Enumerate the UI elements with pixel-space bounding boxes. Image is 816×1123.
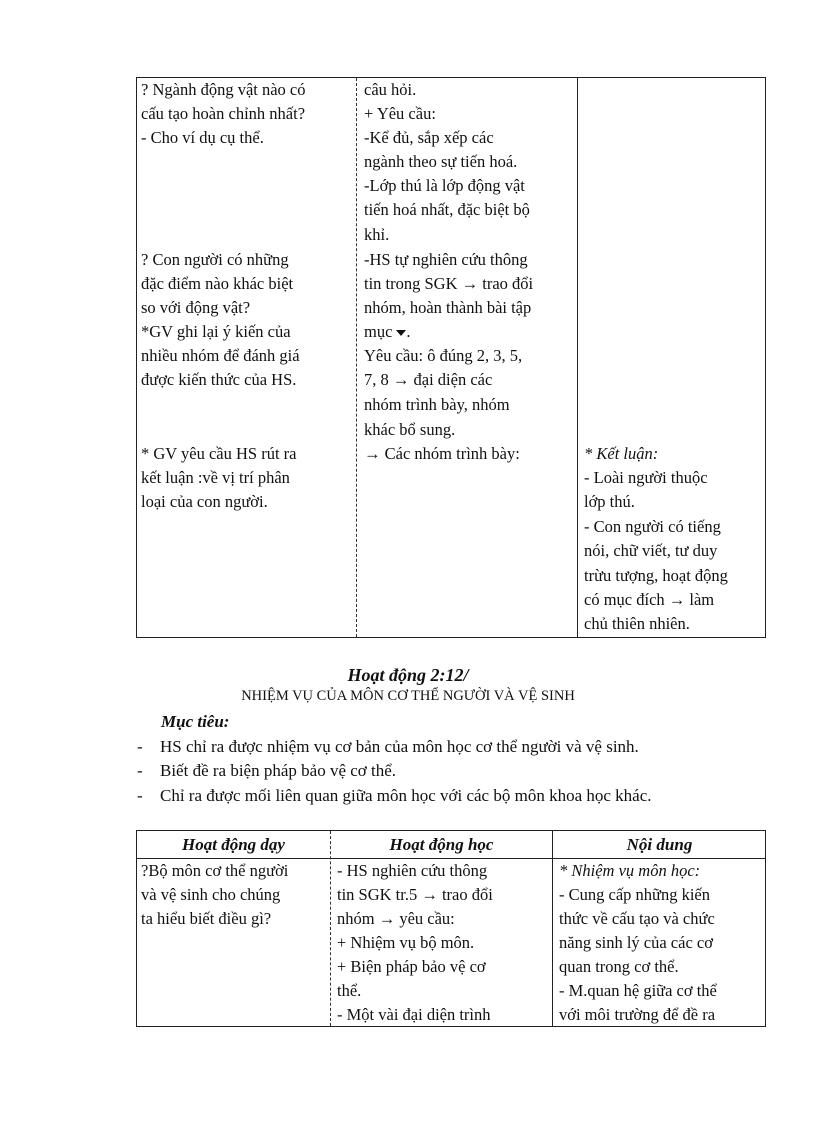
student-activity-column: [360, 78, 577, 637]
table-cell-text: - M.quan hệ giữa cơ thể: [559, 981, 717, 1000]
column-divider: [356, 78, 357, 637]
table-cell-text: - HS nghiên cứu thông: [337, 861, 488, 880]
table-cell-text: mục: [364, 322, 393, 341]
table-cell-text: thức về cấu tạo và chức: [559, 909, 715, 928]
table-cell-text: nói, chữ viết, tư duy: [584, 541, 718, 560]
table-cell-text: + Yêu cầu:: [364, 104, 436, 123]
header-student-activity: Hoạt động học: [389, 835, 494, 854]
table-cell-text: năng sinh lý của các cơ: [559, 933, 713, 952]
content-column: [578, 78, 766, 637]
table-cell-text: khỉ.: [364, 225, 390, 244]
table-cell-text: nhóm, hoàn thành bài tập: [364, 298, 532, 317]
table-cell-text: - Con người có tiếng: [584, 517, 721, 536]
table-cell-text: quan trong cơ thể.: [559, 957, 679, 976]
table-cell-text: ?Bộ môn cơ thể người: [141, 861, 289, 880]
table-activities-1: [136, 77, 766, 638]
objective-item: Biết đề ra biện pháp bảo vệ cơ thể.: [160, 761, 397, 780]
student-activity-column: [333, 859, 552, 1026]
table-cell-text: loại của con người.: [141, 492, 268, 511]
table-cell-text: thể.: [337, 981, 362, 1000]
table-cell-text: mục .: [364, 322, 411, 341]
table-cell-text: + Nhiệm vụ bộ môn.: [337, 933, 475, 952]
table-cell-text: *GV ghi lại ý kiến của: [141, 322, 291, 341]
table-cell-text: ? Ngành động vật nào có: [141, 80, 306, 99]
table-cell-text: ngành theo sự tiến hoá.: [364, 152, 518, 171]
table-cell-text: - Cho ví dụ cụ thể.: [141, 128, 264, 147]
table-cell-text: chủ thiên nhiên.: [584, 614, 690, 633]
table-cell-text: trừu tượng, hoạt động: [584, 566, 728, 585]
table-cell-text: cấu tạo hoàn chỉnh nhất?: [141, 104, 306, 123]
triangle-down-icon: [396, 330, 406, 336]
conclusion-label: * Kết luận:: [584, 444, 659, 463]
column-divider: [330, 831, 331, 1026]
table-cell-text: câu hỏi.: [364, 80, 417, 99]
table-cell-text: và vệ sinh cho chúng: [141, 885, 281, 904]
table-cell-text: - Loài người thuộc: [584, 468, 708, 487]
bullet-marker: -: [137, 737, 143, 756]
table-activities-2: [136, 830, 766, 1027]
objective-item: Chỉ ra được mối liên quan giữa môn học với các bộ môn khoa học khác.: [160, 786, 652, 805]
table-cell-text: - Một vài đại diện trình: [337, 1005, 491, 1024]
table-cell-text: khác bổ sung.: [364, 420, 456, 439]
table-cell-text: được kiến thức của HS.: [141, 370, 297, 389]
table-cell-text: Yêu cầu: ô đúng 2, 3, 5,: [364, 346, 523, 365]
table-cell-text: kết luận :về vị trí phân: [141, 468, 290, 487]
teacher-activity-column: [137, 859, 330, 1026]
table-cell-text: * GV yêu cầu HS rút ra: [141, 444, 297, 463]
table-cell-text: + Biện pháp bảo vệ cơ: [337, 957, 486, 976]
objective-item: HS chỉ ra được nhiệm vụ cơ bản của môn học cơ thể người và vệ sinh.: [160, 737, 639, 756]
table-cell-text: nhiều nhóm để đánh giá: [141, 346, 300, 365]
content-column: [554, 859, 766, 1026]
table-cell-text: -HS tự nghiên cứu thông: [364, 250, 528, 269]
table-cell-text: lớp thú.: [584, 492, 635, 511]
table-cell-text: 7, 8 → đại diện các: [364, 370, 493, 389]
table-cell-text: -Kể đủ, sắp xếp các: [364, 128, 494, 147]
bullet-marker: -: [137, 786, 143, 805]
table-cell-text: so với động vật?: [141, 298, 251, 317]
table-cell-text: ta hiểu biết điều gì?: [141, 909, 272, 928]
bullet-marker: -: [137, 761, 143, 780]
table-cell-text: → Các nhóm trình bày:: [364, 444, 520, 463]
table-cell-text: ? Con người có những: [141, 250, 289, 269]
table-cell-text: nhóm trình bày, nhóm: [364, 395, 510, 414]
table-cell-text: tiến hoá nhất, đặc biệt bộ: [364, 200, 530, 219]
section-title: Hoạt động 2:12/: [347, 665, 469, 685]
task-label: * Nhiệm vụ môn học:: [559, 861, 701, 880]
header-teacher-activity: Hoạt động dạy: [182, 835, 285, 854]
table-cell-text: tin trong SGK → trao đổi: [364, 274, 534, 293]
section-subtitle: NHIỆM VỤ CỦA MÔN CƠ THỂ NGƯỜI VÀ VỆ SINH: [241, 688, 575, 704]
table-cell-text: với môi trường để đề ra: [559, 1005, 716, 1024]
table-cell-text: -Lớp thú là lớp động vật: [364, 176, 525, 195]
table-cell-text: tin SGK tr.5 → trao đổi: [337, 885, 493, 904]
table-cell-text: nhóm → yêu cầu:: [337, 909, 455, 928]
table-cell-text: đặc điểm nào khác biệt: [141, 274, 294, 293]
objective-label: Mục tiêu:: [161, 712, 230, 731]
table-cell-text: - Cung cấp những kiến: [559, 885, 710, 904]
column-divider: [552, 831, 553, 1026]
teacher-activity-column: [137, 78, 356, 637]
header-content: Nội dung: [626, 835, 693, 854]
table-cell-text: có mục đích → làm: [584, 590, 715, 609]
